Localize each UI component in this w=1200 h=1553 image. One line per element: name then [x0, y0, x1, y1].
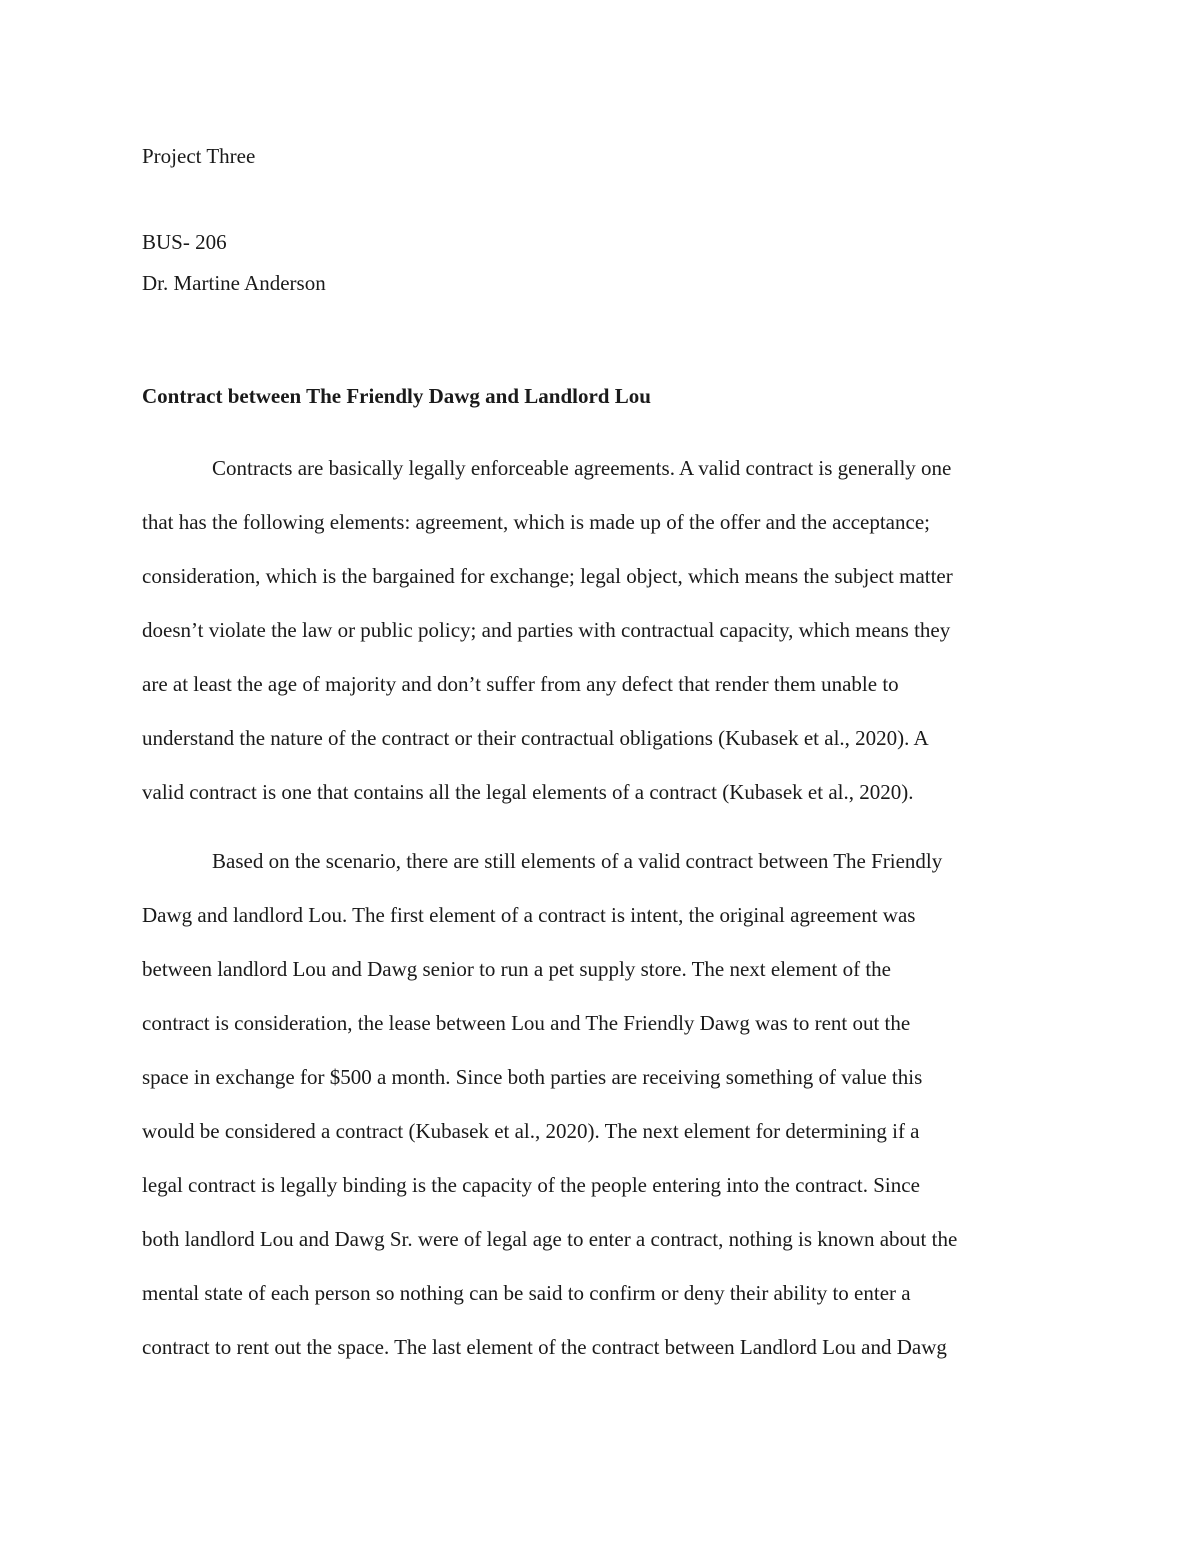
paragraph-line: Dawg and landlord Lou. The first element of a contract is intent, the original agreement was [142, 903, 916, 927]
paragraph-line: valid contract is one that contains all the legal elements of a contract (Kubasek et al., 2020). [142, 780, 914, 804]
course-code: BUS- 206 [142, 230, 227, 254]
paragraph-line: would be considered a contract (Kubasek et al., 2020). The next element for determining if a [142, 1119, 920, 1143]
paragraph-line: mental state of each person so nothing can be said to confirm or deny their ability to enter a [142, 1281, 911, 1305]
paragraph-line: contract to rent out the space. The last element of the contract between Landlord Lou and Dawg [142, 1335, 947, 1359]
document-title: Contract between The Friendly Dawg and Landlord Lou [142, 384, 651, 408]
paragraph-line: both landlord Lou and Dawg Sr. were of legal age to enter a contract, nothing is known about the [142, 1227, 958, 1251]
paragraph-line: Based on the scenario, there are still elements of a valid contract between The Friendly [212, 849, 943, 873]
project-label: Project Three [142, 144, 256, 168]
paragraph-line: doesn’t violate the law or public policy; and parties with contractual capacity, which means they [142, 618, 951, 642]
paragraph-2 [142, 834, 1072, 1374]
paragraph-1 [142, 441, 1072, 819]
paragraph-line: that has the following elements: agreement, which is made up of the offer and the acceptance; [142, 510, 930, 534]
paragraph-line: Contracts are basically legally enforceable agreements. A valid contract is generally one [212, 456, 952, 480]
paragraph-line: between landlord Lou and Dawg senior to run a pet supply store. The next element of the [142, 957, 891, 981]
paragraph-line: contract is consideration, the lease between Lou and The Friendly Dawg was to rent out the [142, 1011, 911, 1035]
paragraph-line: consideration, which is the bargained for exchange; legal object, which means the subject matter [142, 564, 953, 588]
paragraph-line: legal contract is legally binding is the capacity of the people entering into the contract. Since [142, 1173, 920, 1197]
paragraph-line: space in exchange for $500 a month. Since both parties are receiving something of value this [142, 1065, 923, 1089]
instructor-name: Dr. Martine Anderson [142, 271, 326, 295]
paragraph-line: are at least the age of majority and don’t suffer from any defect that render them unable to [142, 672, 899, 696]
paragraph-line: understand the nature of the contract or their contractual obligations (Kubasek et al., 2020). A [142, 726, 929, 750]
